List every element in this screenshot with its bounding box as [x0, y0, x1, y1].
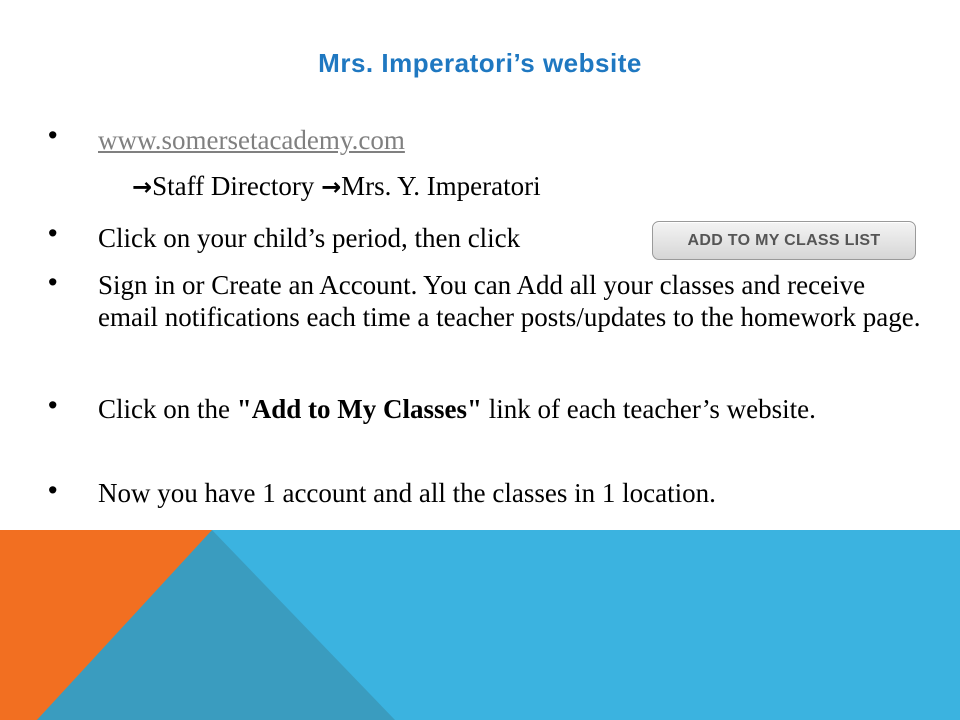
- bullet-marker: •: [48, 218, 58, 248]
- bullet-marker: •: [48, 390, 58, 420]
- bullet-marker: •: [48, 120, 58, 150]
- summary-text: Now you have 1 account and all the classes in 1 location.: [98, 478, 716, 508]
- list-item-navigation: [132, 170, 960, 203]
- click-on-prefix: Click on the: [98, 394, 237, 424]
- click-period-text: Click on your child’s period, then click: [98, 223, 521, 253]
- list-item-sign-in: [98, 269, 928, 333]
- list-item-url: [98, 124, 928, 156]
- list-item-click-link: [98, 393, 928, 425]
- bullet-marker: •: [48, 475, 58, 505]
- list-item-summary: [98, 477, 928, 509]
- sign-in-text: Sign in or Create an Account. You can Add all your classes and receive email notifications each time a teacher posts/updates to the homework page.: [98, 270, 921, 332]
- arrow-right-icon: →: [132, 173, 153, 201]
- nav-step-staff-directory: Staff Directory: [152, 171, 322, 201]
- slide-title: Mrs. Imperatori’s website: [318, 48, 642, 78]
- click-on-suffix: link of each teacher’s website.: [481, 394, 816, 424]
- bullet-marker: •: [48, 267, 58, 297]
- arrow-right-icon: →: [321, 173, 342, 201]
- add-to-my-class-list-button[interactable]: ADD TO MY CLASS LIST: [652, 221, 916, 260]
- add-to-my-classes-label: "Add to My Classes": [236, 394, 482, 424]
- nav-step-teacher: Mrs. Y. Imperatori: [341, 171, 541, 201]
- website-link[interactable]: www.somersetacademy.com: [98, 125, 405, 155]
